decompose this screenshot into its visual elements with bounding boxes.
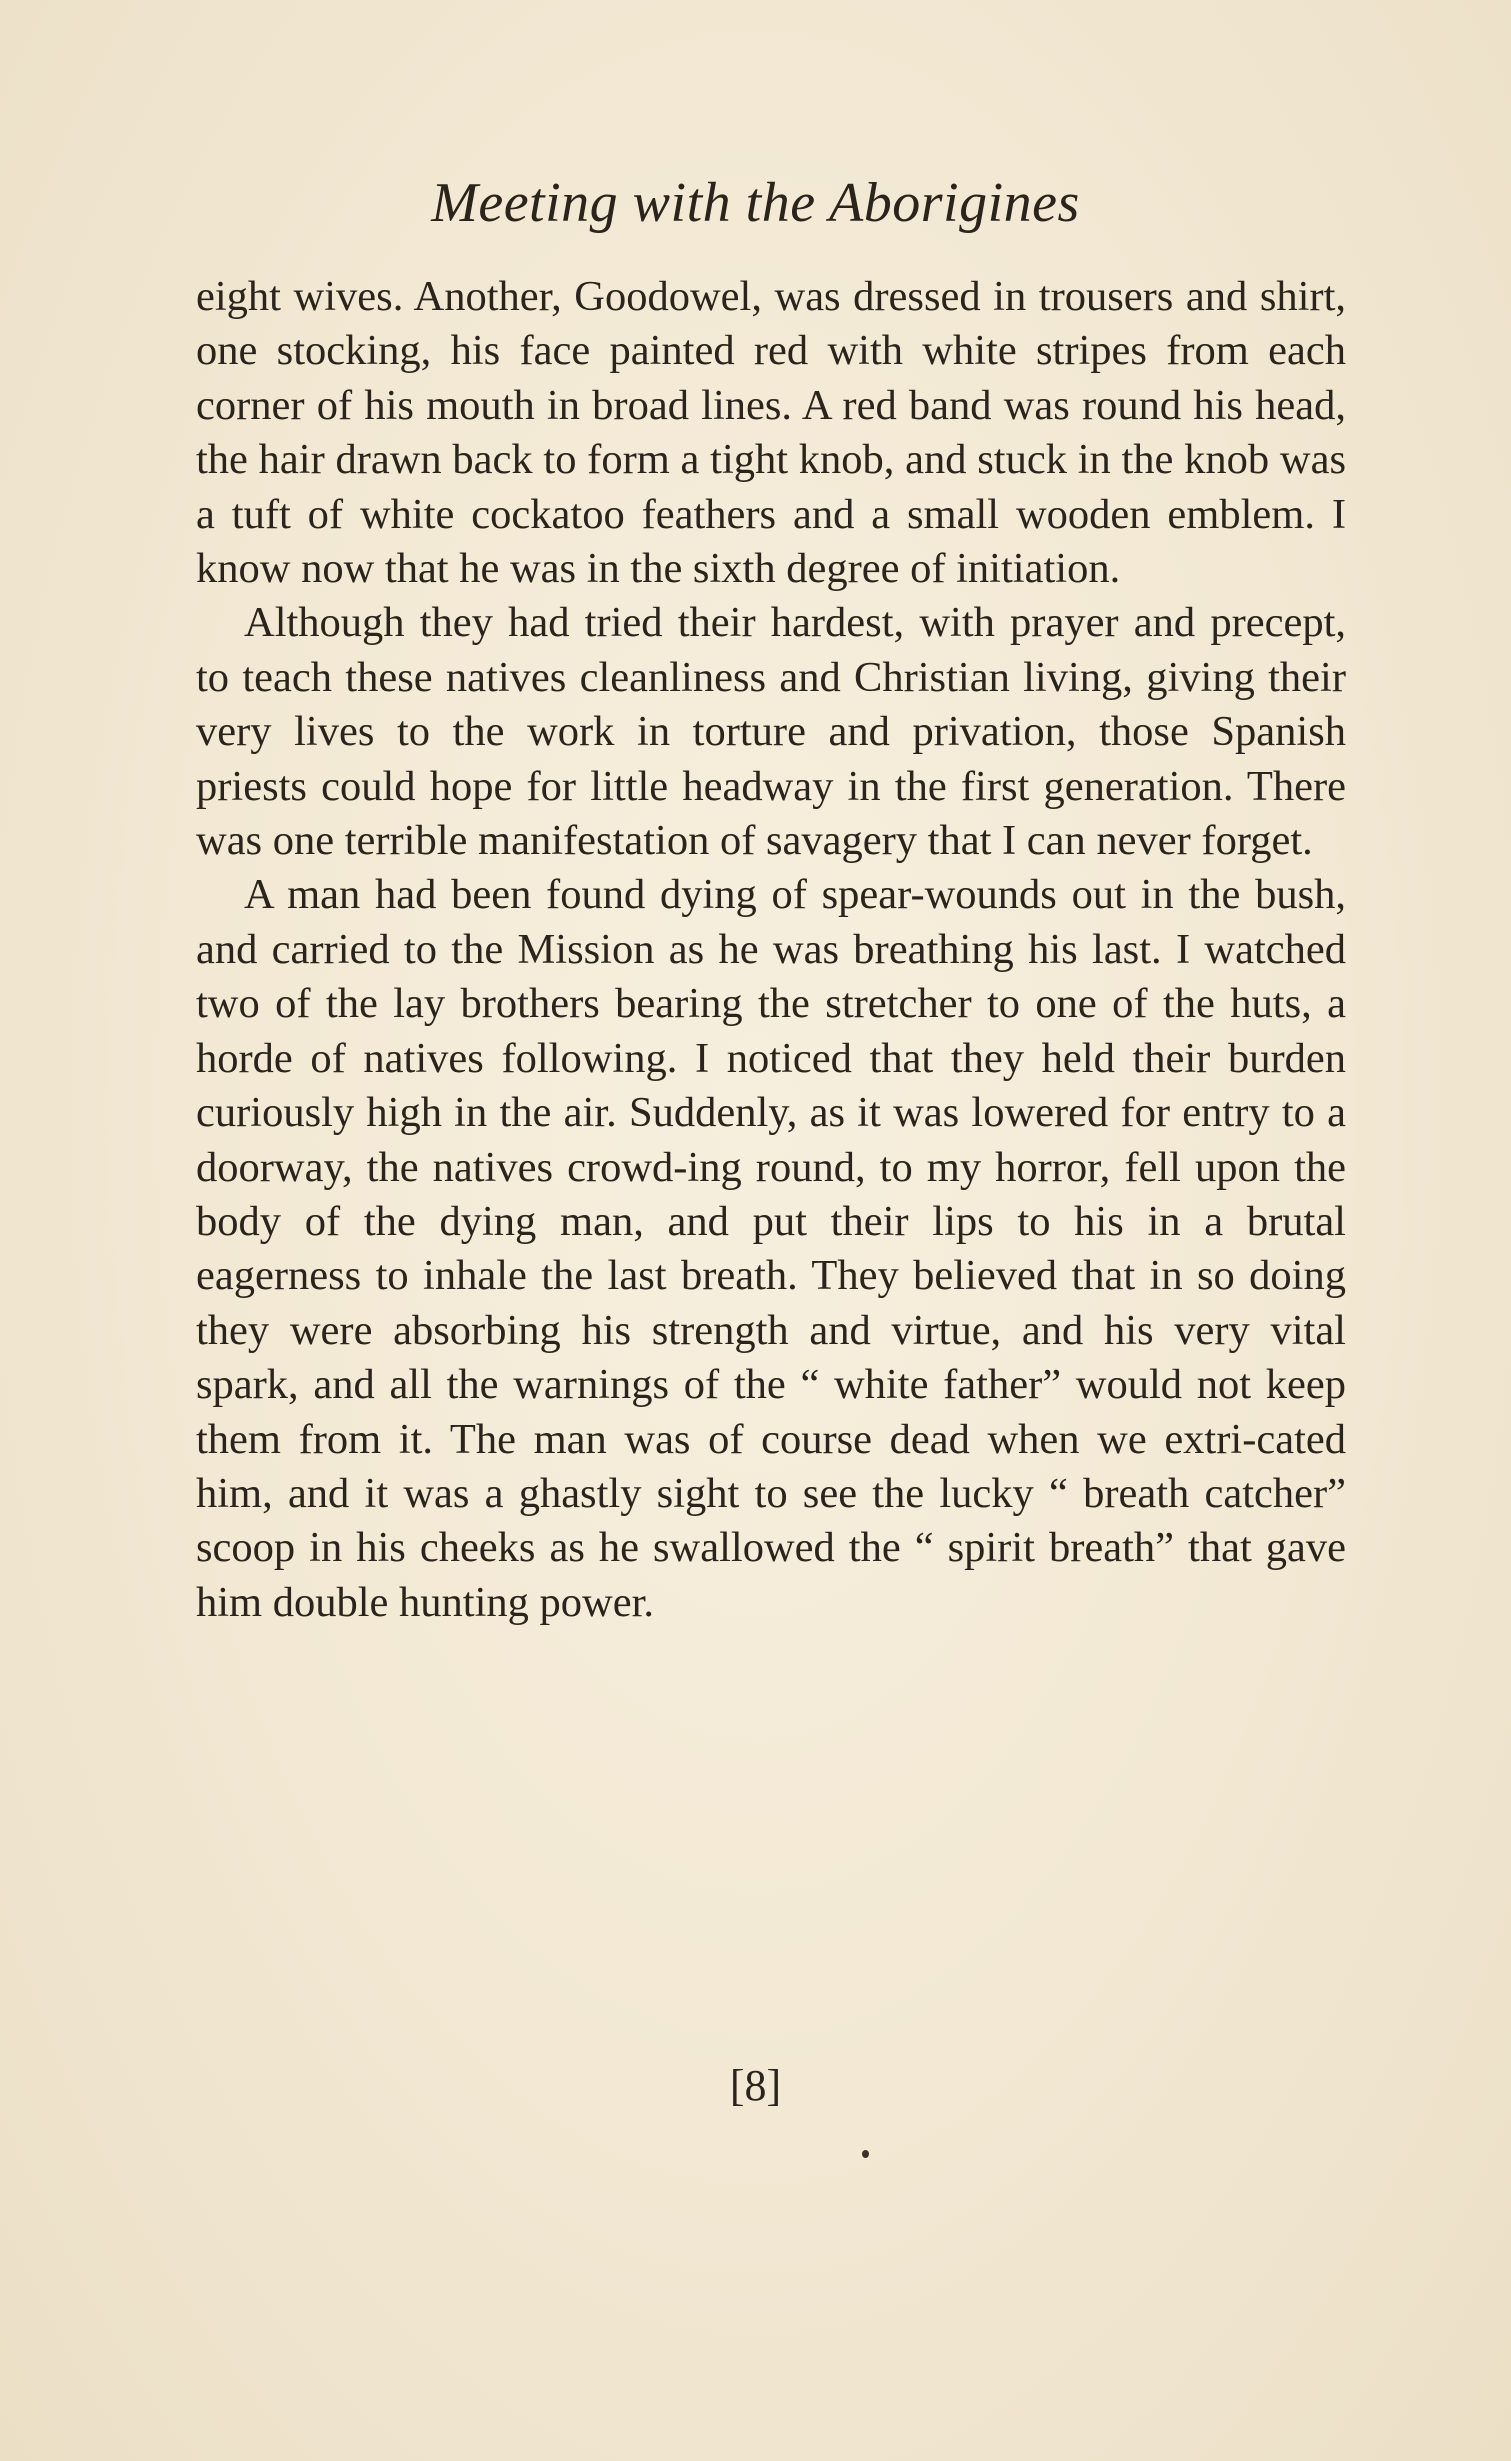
paragraph-priests: Although they had tried their hardest, with prayer and precept, to teach these natives cleanliness and Christian living, giving their very lives to the work in torture and privation, those Spanish priests could hope for little headway in the first generation. There was one terrible manifestation of savagery that I can never forget. — [196, 599, 1346, 865]
ink-speck — [862, 2150, 869, 2158]
page-number: [8] — [729, 2061, 782, 2110]
paragraph-continued: eight wives. Another, Goodowel, was dressed in trousers and shirt, one stocking, his face painted red with white stripes from each corner of his mouth in broad lines. A red band was round his head, the hair drawn back to form a tight knob, and stuck in the knob was a tuft of white cockatoo feathers and a small wooden emblem. I know now that he was in the sixth degree of initiation. — [196, 273, 1346, 593]
paragraph-breath-catcher: A man had been found dying of spear-wounds out in the bush, and carried to the Mission as he was breathing his last. I watched two of the lay brothers bearing the stretcher to one of the huts, a horde of natives following. I noticed that they held their burden curiously high in the air. Suddenly, as it was lowered for entry to a doorway, the natives crowd-ing round, to my horror, fell upon the body of the dying man, and put their lips to his in a brutal eagerness to inhale the last breath. They believed that in so doing they were absorbing his strength and virtue, and his very vital spark, and all the warnings of the “ white father” would not keep them from it. The man was of course dead when we extri-cated him, and it was a ghastly sight to see the lucky “ breath catcher” scoop in his cheeks as he swallowed the “ spirit breath” that gave him double hunting power. — [196, 871, 1346, 1626]
running-head: Meeting with the Aborigines — [431, 172, 1080, 234]
body-text — [196, 270, 1346, 1630]
